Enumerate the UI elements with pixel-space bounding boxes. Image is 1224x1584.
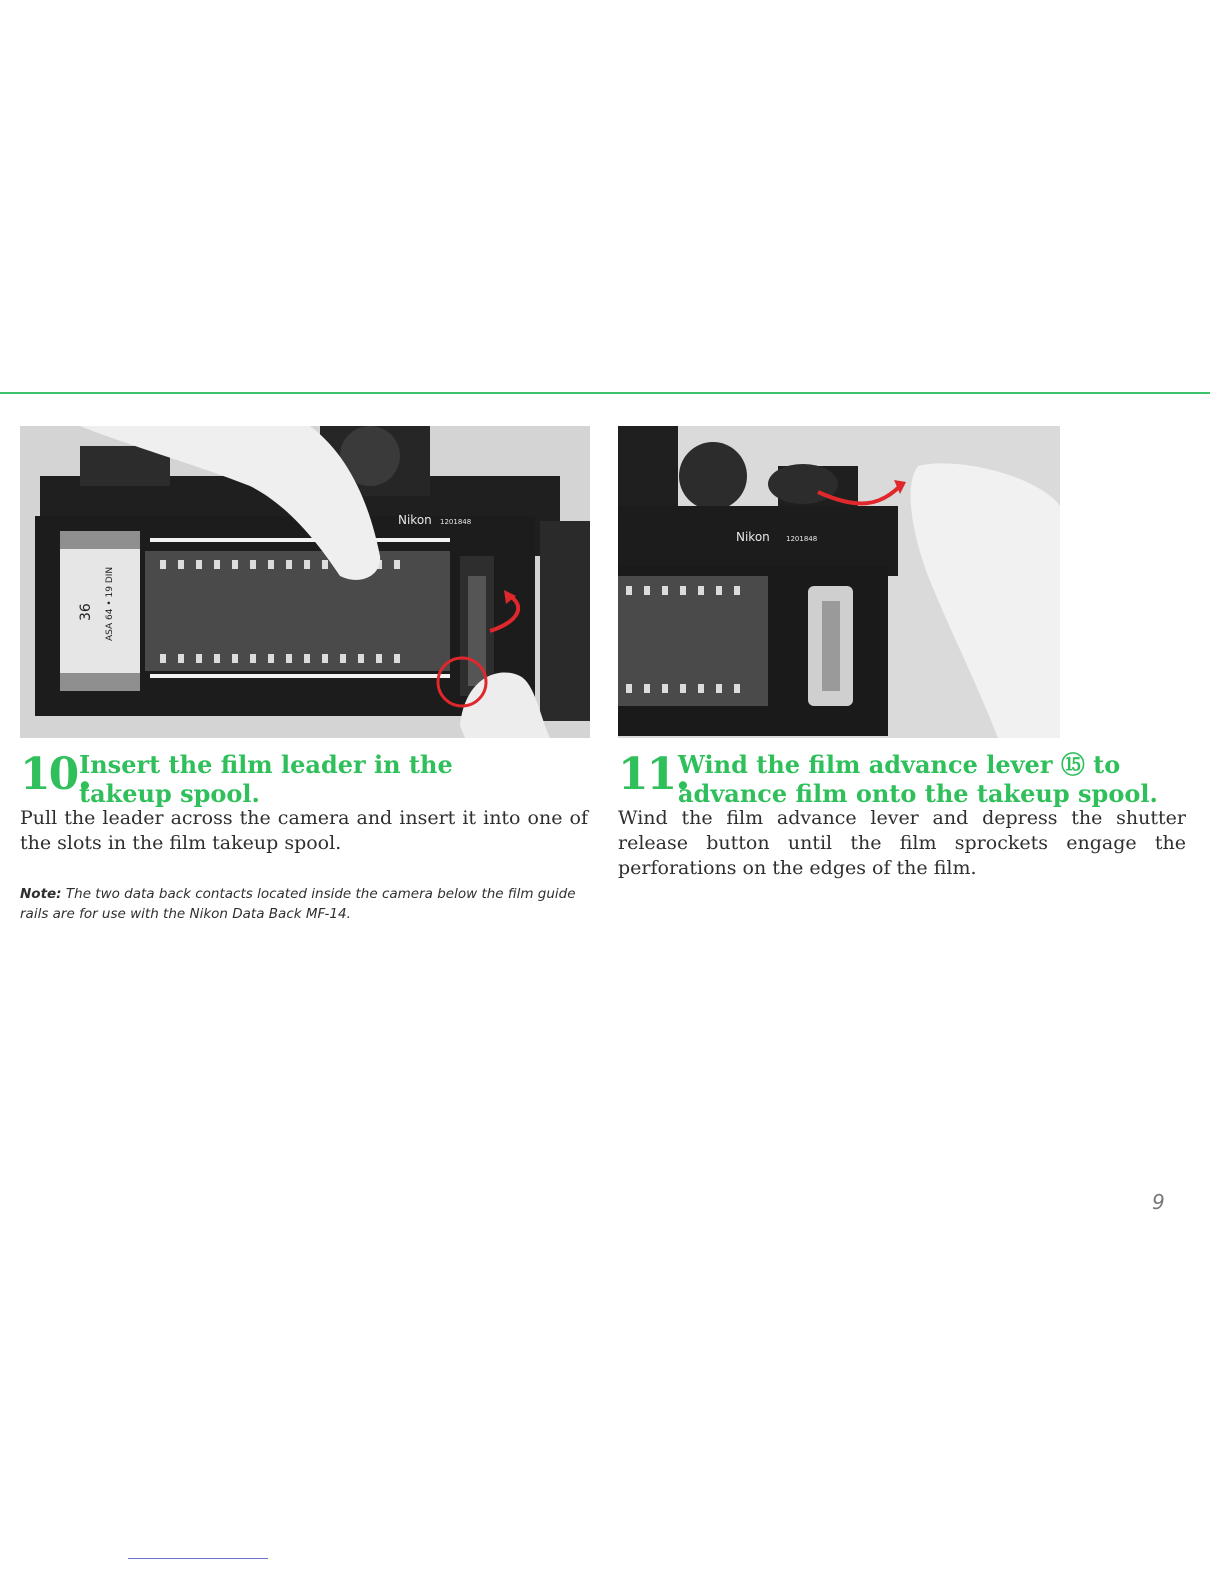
note-text: The two data back contacts located inside the camera below the film guide rails are for use with the Nikon Data Back MF-14. (20, 886, 576, 922)
camera-brand-label: Nikon (398, 513, 432, 527)
page-number: 9 (1152, 1190, 1165, 1214)
step-10-heading: Insert the film leader in the takeup spool. (79, 750, 453, 808)
camera-serial-label: 1201848 (440, 518, 472, 526)
photo-wind-advance-lever (618, 426, 1060, 738)
photo-insert-film-leader (20, 426, 590, 738)
step-11-body: Wind the film advance lever and depress the shutter release button until the film sprockets engage the perforations on the edges of the film. (618, 807, 1186, 879)
step-11-number: 11. (618, 749, 689, 800)
bottom-rule (128, 1558, 268, 1559)
camera-brand-label: Nikon (736, 530, 770, 544)
cartridge-speed-label: ASA 64 • 19 DIN (105, 566, 115, 641)
note-label: Note: (20, 886, 62, 902)
step-10-body: Pull the leader across the camera and insert it into one of the slots in the film takeup spool. (20, 807, 588, 854)
note-paragraph (20, 884, 590, 924)
step-11-heading: Wind the film advance lever ⑮ to advance film onto the takeup spool. (678, 750, 1158, 808)
top-divider-rule (0, 392, 1210, 394)
step-10-number: 10. (20, 749, 91, 800)
camera-serial-label: 1201848 (786, 535, 818, 543)
cartridge-count-label: 36 (78, 603, 94, 621)
